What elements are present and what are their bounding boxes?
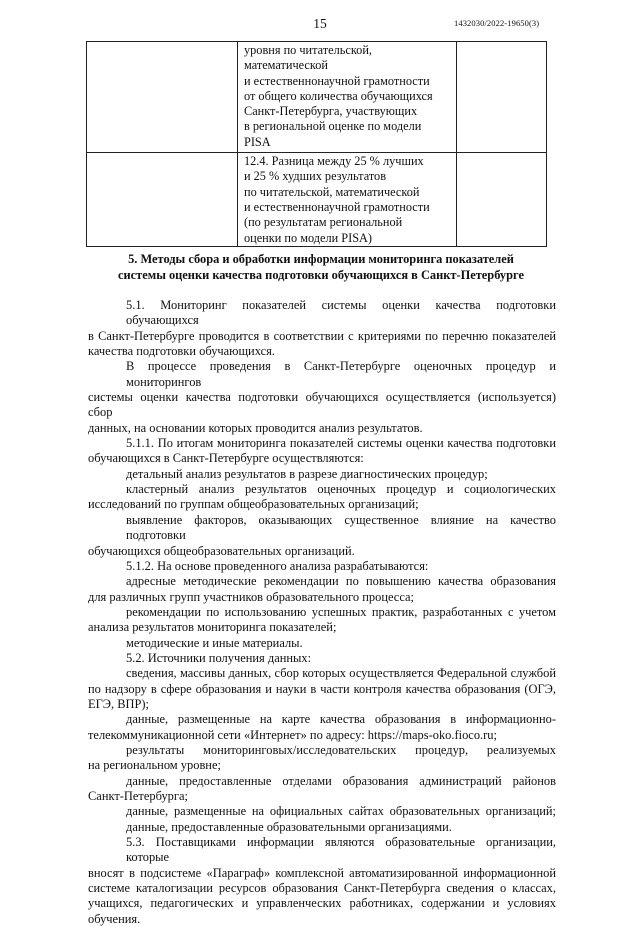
- table-cell-empty-right: [457, 153, 547, 247]
- indicator-line: Санкт-Петербурга, участвующих: [244, 104, 418, 119]
- body-line: обучения.: [88, 911, 141, 926]
- body-line: обучающихся общеобразовательных организаций.: [88, 543, 355, 558]
- body-line: данные, размещенные на карте качества образования в информационно-: [126, 712, 556, 727]
- body-line: ЕГЭ, ВПР);: [88, 696, 150, 711]
- table-cell-indicator: [238, 153, 457, 247]
- page-number: 15: [313, 16, 327, 31]
- body-line: 5.1.2. На основе проведенного анализа разрабатываются:: [126, 558, 429, 573]
- body-line: детальный анализ результатов в разрезе диагностических процедур;: [126, 466, 488, 481]
- body-line: 5.1.1. По итогам мониторинга показателей системы оценки качества подготовки: [126, 436, 556, 451]
- indicator-line: по читательской, математической: [244, 184, 420, 199]
- table-row: [87, 153, 547, 247]
- table-cell-empty-right: [457, 42, 547, 153]
- document-id: 1432030/2022-19650(3): [454, 18, 540, 28]
- indicator-line: от общего количества обучающихся: [244, 88, 433, 103]
- table-cell-empty-left: [87, 153, 238, 247]
- body-line: адресные методические рекомендации по повышению качества образования: [126, 574, 556, 589]
- body-line: Санкт-Петербурга;: [88, 789, 188, 803]
- indicator-line: и естественнонаучной грамотности: [244, 73, 430, 88]
- section-heading: [86, 252, 556, 283]
- section-heading-line: системы оценки качества подготовки обучающихся в Санкт-Петербурге: [118, 267, 524, 282]
- body-line: результаты мониторинговых/исследовательских процедур, реализуемых: [126, 742, 556, 757]
- body-line: на региональном уровне;: [88, 758, 221, 773]
- body-line: В процессе проведения в Санкт-Петербурге оценочных процедур и мониторингов: [126, 359, 556, 389]
- body-line: вносят в подсистеме «Параграф» комплексной автоматизированной информационной: [88, 865, 556, 880]
- body-line: данные, предоставленные отделами образования администраций районов: [126, 773, 556, 788]
- body-line: телекоммуникационной сети «Интернет» по адресу: https://maps-oko.fioco.ru;: [88, 727, 497, 742]
- indicator-line: 12.4. Разница между 25 % лучших: [244, 154, 424, 169]
- body-line: в Санкт-Петербурге проводится в соответствии с критериями по перечню показателей: [88, 328, 556, 343]
- body-line: учащихся, педагогических и управленческих работниках, содержании и условиях: [88, 896, 556, 911]
- body-text: [88, 298, 556, 927]
- body-line: выявление факторов, оказывающих существенное влияние на качество подготовки: [126, 512, 556, 543]
- body-line: исследований по группам общеобразовательных организаций;: [88, 497, 419, 512]
- indicator-text: [238, 42, 456, 152]
- body-line: системе каталогизации ресурсов образования Санкт-Петербурга сведения о классах,: [88, 881, 556, 896]
- body-line: 5.2. Источники получения данных:: [126, 650, 312, 665]
- body-line: качества подготовки обучающихся.: [88, 344, 275, 359]
- section-heading-line: 5. Методы сбора и обработки информации мониторинга показателей: [128, 252, 514, 266]
- continuation-table: [86, 41, 547, 247]
- body-line: данных, на основании которых проводится анализ результатов.: [88, 420, 423, 435]
- table-row: [87, 42, 547, 153]
- body-line: данные, предоставленные образовательными организациями.: [126, 819, 452, 834]
- body-line: по надзору в сфере образования и науки в части контроля качества образования (ОГЭ,: [88, 681, 556, 696]
- table-cell-empty-left: [87, 42, 238, 153]
- body-line: сведения, массивы данных, сбор которых осуществляется Федеральной службой: [126, 666, 556, 681]
- indicator-line: математической: [244, 58, 328, 73]
- indicator-text: [238, 153, 456, 246]
- indicator-line: в региональной оценке по модели: [244, 119, 422, 134]
- body-line: 5.1. Мониторинг показателей системы оценки качества подготовки обучающихся: [126, 298, 556, 328]
- body-line: анализа результатов мониторинга показателей;: [88, 620, 337, 635]
- body-line: обучающихся в Санкт-Петербурге осуществляются:: [88, 451, 364, 466]
- indicator-line: уровня по читательской,: [244, 43, 372, 57]
- body-line: системы оценки качества подготовки обучающихся осуществляется (используется) сбор: [88, 390, 556, 420]
- indicator-line: и 25 % худших результатов: [244, 169, 386, 184]
- body-line: методические и иные материалы.: [126, 635, 303, 650]
- indicator-line: PISA: [244, 134, 271, 149]
- body-line: рекомендации по использованию успешных практик, разработанных с учетом: [126, 604, 556, 619]
- indicator-line: оценки по модели PISA): [244, 230, 373, 245]
- table-cell-indicator: [238, 42, 457, 153]
- body-line: данные, размещенные на официальных сайтах образовательных организаций;: [126, 804, 556, 819]
- indicator-line: и естественнонаучной грамотности: [244, 199, 430, 214]
- body-line: кластерный анализ результатов оценочных процедур и социологических: [126, 482, 556, 497]
- body-line: для различных групп участников образовательного процесса;: [88, 589, 414, 604]
- body-line: 5.3. Поставщиками информации являются образовательные организации, которые: [126, 835, 556, 865]
- indicator-line: (по результатам региональной: [244, 215, 403, 230]
